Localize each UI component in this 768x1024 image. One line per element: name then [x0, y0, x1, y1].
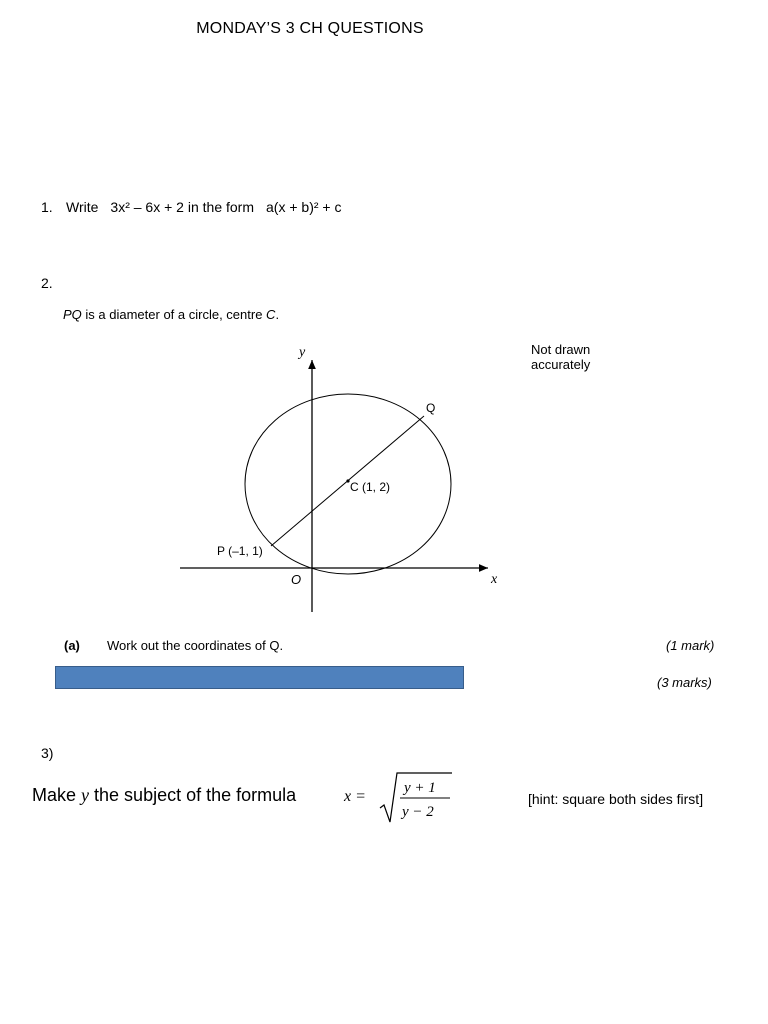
hint-text: [hint: square both sides first]	[528, 791, 704, 807]
question-1-form-text: in the form	[187, 199, 254, 215]
question-3-after: the subject of the formula	[89, 785, 297, 805]
question-3-variable: y	[81, 785, 90, 805]
formula-lhs: x =	[344, 788, 366, 805]
part-a-mark: (1 mark)	[666, 638, 715, 653]
redaction-bar	[55, 666, 464, 689]
question-1-write: Write	[66, 199, 99, 215]
question-3-statement	[32, 785, 296, 806]
origin-label: O	[291, 572, 302, 587]
question-2-number: 2.	[41, 275, 53, 291]
question-2-statement	[63, 307, 279, 322]
note-line-2: accurately	[531, 357, 591, 372]
question-2-centre: C	[266, 307, 276, 322]
q-label: Q	[426, 401, 436, 415]
c-label: C (1, 2)	[350, 480, 391, 494]
question-3-before: Make	[32, 785, 82, 805]
p-label: P (–1, 1)	[217, 544, 263, 558]
question-1-target-form: a(x + b)² + c	[266, 199, 342, 215]
not-drawn-accurately-note	[531, 342, 590, 372]
page-title: MONDAY’S 3 CH QUESTIONS	[196, 20, 424, 37]
question-1	[41, 199, 341, 215]
note-line-1: Not drawn	[531, 342, 591, 357]
x-axis-label: x	[491, 572, 498, 587]
question-2-pq: PQ	[63, 307, 82, 322]
question-2-mid: is a diameter of a circle, centre	[81, 307, 267, 322]
part-a-text: Work out the coordinates of Q.	[107, 638, 284, 653]
question-1-expression: 3x² – 6x + 2	[110, 199, 184, 215]
circle-diagram	[170, 340, 510, 620]
question-1-number: 1.	[41, 199, 53, 215]
denominator: y − 2	[402, 804, 434, 820]
part-a	[64, 638, 283, 653]
question-2-stop: .	[275, 307, 280, 322]
numerator: y + 1	[404, 780, 436, 796]
part-b-mark: (3 marks)	[657, 675, 712, 690]
circle	[245, 394, 451, 574]
question-3-number: 3)	[41, 745, 54, 761]
part-a-label: (a)	[64, 638, 80, 653]
formula	[340, 770, 460, 826]
y-axis-label: y	[299, 345, 306, 360]
